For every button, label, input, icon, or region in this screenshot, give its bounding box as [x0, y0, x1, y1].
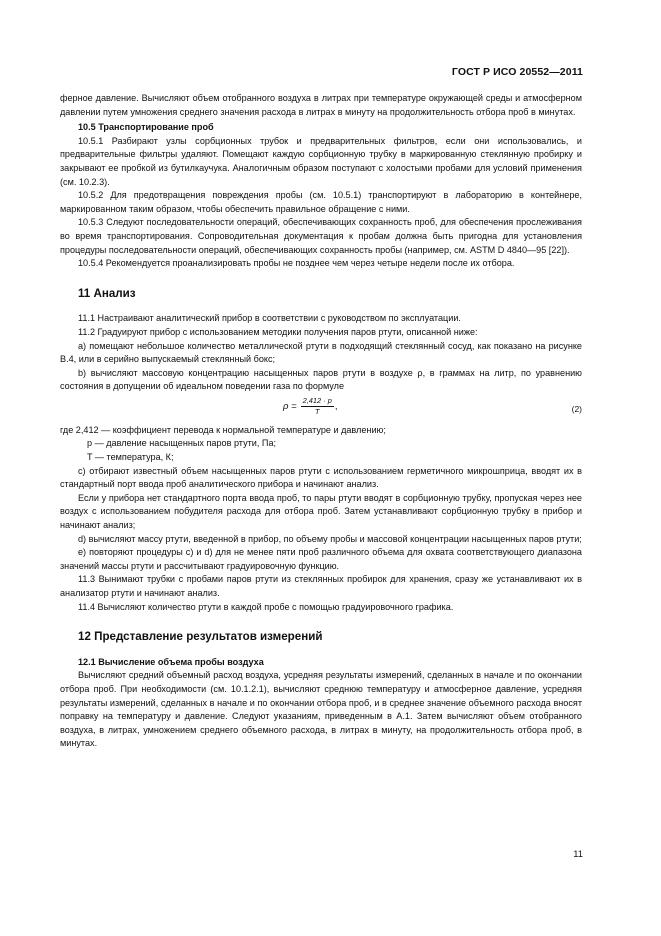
paragraph-11-2-d: d) вычисляют массу ртути, введенной в прибор, по объему пробы и массовой концентрации насыщенных паров ртути;	[78, 533, 582, 544]
paragraph-12-1: Вычисляют средний объемный расход воздуха, усредняя результаты измерений, сделанных в начале и по окончании отбора проб. При необходимости (см. 10.1.2.1), вычисляют среднюю температуру и атмосферное давление, усредняя результаты измерений, сделанных в начале и по окончании отбора проб, и в среднее значение объемного расхода вносят поправку на температуру и давление. Следуют указаниям, приведенным в А.1. Затем вычисляют объем отобранного воздуха, в литрах, умножением среднего объемного расхода, в литрах в минуту, на продолжительность отбора проб, в минутах.	[60, 670, 582, 749]
subsection-title-10-5: 10.5 Транспортирование проб	[78, 122, 214, 133]
paragraph-11-1: 11.1 Настраивают аналитический прибор в соответствии с руководством по эксплуатации.	[78, 313, 461, 324]
where-line-2: p — давление насыщенных паров ртути, Па;	[87, 438, 277, 449]
section-title-11: 11 Анализ	[78, 286, 136, 300]
document-body	[60, 92, 582, 751]
where-line-1: где 2,412 — коэффициент перевода к нормальной температуре и давлению;	[60, 424, 386, 435]
paragraph-10-5-4: 10.5.4 Рекомендуется проанализировать пробы не позднее чем через четыре недели после их отбора.	[78, 258, 515, 269]
formula-expression	[283, 396, 337, 417]
document-header: ГОСТ Р ИСО 20552—2011	[451, 66, 583, 78]
section-title-12: 12 Представление результатов измерений	[78, 630, 323, 644]
paragraph-11-2-c: c) отбирают известный объем насыщенных паров ртути с использованием герметичного микрошприца, вводят их в стандартный порт ввода проб аналитического прибора и начинают анализ.	[60, 465, 582, 490]
subsection-title-12-1: 12.1 Вычисление объема пробы воздуха	[78, 656, 264, 667]
paragraph-11-4: 11.4 Вычисляют количество ртути в каждой пробе с помощью градуировочного графика.	[78, 601, 454, 612]
formula-denominator: T	[314, 406, 320, 416]
where-line-3: T — температура, К;	[87, 452, 174, 463]
paragraph-11-2-e: e) повторяют процедуры c) и d) для не менее пяти проб различного объема для охвата соответствующего диапазона значений массы ртути и рассчитывают градуировочную функцию.	[60, 547, 582, 571]
formula-number: (2)	[571, 403, 582, 414]
paragraph-11-3: 11.3 Вынимают трубки с пробами паров ртути из стеклянных пробирок для хранения, сразу же устанавливают их в анализатор ртути и начинают анализ.	[60, 574, 582, 598]
formula-fraction	[301, 396, 334, 417]
paragraph-10-5-3: 10.5.3 Следуют последовательности операций, обеспечивающих сохранность проб, для обеспечения прослеживания во время транспортирования. Сопроводительная документация к пробам должна быть пригодна для установления процедуры последовательности операций, обеспечивающих сохранность пробы (например, см. ASTM D 4840—95 [22]).	[60, 217, 582, 255]
paragraph-11-2-c-continued: Если у прибора нет стандартного порта ввода проб, то пары ртути вводят в сорбционную трубку, пропуская через нее воздух с использованием побудителя расхода для отбора проб. Затем устанавливают сорбционную трубку в прибор и начинают анализ;	[60, 492, 582, 531]
paragraph-11-2: 11.2 Градуируют прибор с использованием методики получения паров ртути, описанной ниже:	[78, 326, 478, 337]
paragraph-10-5-1: 10.5.1 Разбирают узлы сорбционных трубок и предварительных фильтров, если они использовались, и предварительные фильтры удаляют. Помещают каждую сорбционную трубку в маркированную стеклянную пробирку и закрывают ее пробкой из бутилкаучука. Аналогичным образом поступают с холостыми пробами для условий применения (см. 10.2.3).	[60, 135, 582, 187]
formula-2	[60, 394, 582, 424]
paragraph-11-2-a: a) помещают небольшое количество металлической ртути в подходящий стеклянный сосуд, как показано на рисунке В.4, или в серийно выпускаемый стеклянный бокс;	[60, 340, 582, 365]
paragraph-11-2-b: b) вычисляют массовую концентрацию насыщенных паров ртути в воздухе ρ, в граммах на литр, по уравнению состояния в допущении об идеальном поведении газа по формуле	[60, 367, 582, 392]
paragraph-10-5-2: 10.5.2 Для предотвращения повреждения пробы (см. 10.5.1) транспортируют в лабораторию в контейнере, маркированном таким образом, чтобы обеспечить правильное обращение с ними.	[60, 190, 582, 214]
page-number: 11	[573, 848, 583, 859]
paragraph-continuation: ферное давление. Вычисляют объем отобранного воздуха в литрах при температуре окружающей среды и атмосферном давлении путем умножения среднего значения расхода в литрах в минуту на продолжительность отбора проб в минутах.	[60, 93, 582, 117]
formula-comma: ,	[334, 400, 338, 412]
formula-lhs: ρ =	[283, 400, 297, 412]
formula-numerator: 2,412 · p	[302, 395, 332, 405]
